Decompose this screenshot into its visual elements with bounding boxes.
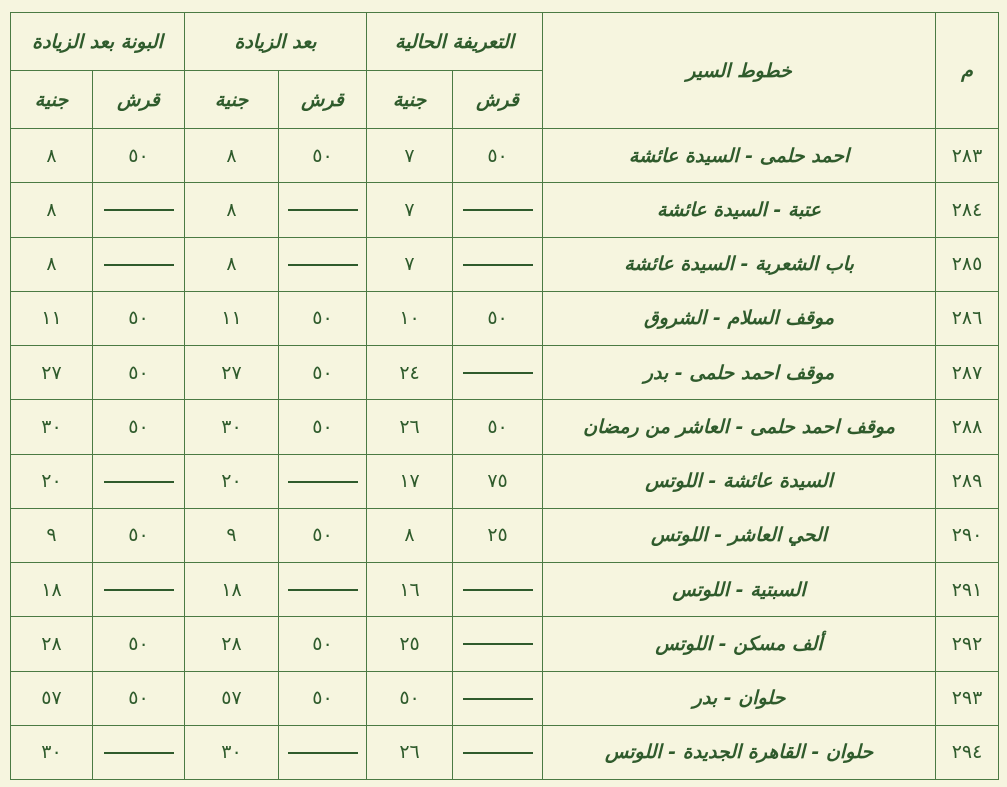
pass-qirsh <box>93 183 185 237</box>
row-route: السيدة عائشة - اللوتس <box>543 454 936 508</box>
table-row <box>11 454 999 508</box>
header-pass-after-increase: البونة بعد الزيادة <box>11 13 185 71</box>
row-route: باب الشعرية - السيدة عائشة <box>543 237 936 291</box>
after-pound: ٣٠ <box>185 400 279 454</box>
current-qirsh: ٧٥ <box>453 454 543 508</box>
row-index: ٢٨٣ <box>936 129 999 183</box>
table-row <box>11 291 999 345</box>
after-qirsh: ٥٠ <box>279 671 367 725</box>
row-index: ٢٩١ <box>936 563 999 617</box>
pass-pound: ٥٧ <box>11 671 93 725</box>
table-row <box>11 129 999 183</box>
pass-qirsh: ٥٠ <box>93 400 185 454</box>
row-index: ٢٨٥ <box>936 237 999 291</box>
after-pound: ٨ <box>185 183 279 237</box>
current-qirsh <box>453 563 543 617</box>
after-qirsh: ٥٠ <box>279 129 367 183</box>
header-current-pound: جنية <box>367 71 453 129</box>
table-row <box>11 183 999 237</box>
table-row <box>11 508 999 562</box>
current-qirsh <box>453 725 543 779</box>
pass-pound: ٢٧ <box>11 346 93 400</box>
after-qirsh <box>279 563 367 617</box>
row-route: عتبة - السيدة عائشة <box>543 183 936 237</box>
after-qirsh: ٥٠ <box>279 508 367 562</box>
empty-dash <box>104 589 174 591</box>
row-index: ٢٩٢ <box>936 617 999 671</box>
table-row <box>11 400 999 454</box>
header-current-fare: التعريفة الحالية <box>367 13 543 71</box>
pass-qirsh <box>93 563 185 617</box>
after-pound: ٨ <box>185 129 279 183</box>
fare-table <box>10 12 999 780</box>
row-route: السبتية - اللوتس <box>543 563 936 617</box>
current-pound: ٢٦ <box>367 725 453 779</box>
table-row <box>11 237 999 291</box>
current-pound: ٢٥ <box>367 617 453 671</box>
pass-pound: ١١ <box>11 291 93 345</box>
pass-pound: ٨ <box>11 183 93 237</box>
current-qirsh <box>453 671 543 725</box>
current-qirsh: ٥٠ <box>453 129 543 183</box>
row-index: ٢٩٣ <box>936 671 999 725</box>
row-route: حلوان - بدر <box>543 671 936 725</box>
current-pound: ٧ <box>367 129 453 183</box>
empty-dash <box>104 481 174 483</box>
current-qirsh <box>453 237 543 291</box>
empty-dash <box>463 372 533 374</box>
current-pound: ٢٦ <box>367 400 453 454</box>
after-pound: ٢٠ <box>185 454 279 508</box>
pass-qirsh: ٥٠ <box>93 346 185 400</box>
current-qirsh: ٥٠ <box>453 291 543 345</box>
after-qirsh: ٥٠ <box>279 291 367 345</box>
after-qirsh <box>279 237 367 291</box>
row-index: ٢٨٩ <box>936 454 999 508</box>
current-pound: ٥٠ <box>367 671 453 725</box>
pass-pound: ٣٠ <box>11 725 93 779</box>
empty-dash <box>463 698 533 700</box>
row-route: موقف السلام - الشروق <box>543 291 936 345</box>
after-qirsh: ٥٠ <box>279 400 367 454</box>
row-index: ٢٨٦ <box>936 291 999 345</box>
pass-pound: ١٨ <box>11 563 93 617</box>
row-index: ٢٨٨ <box>936 400 999 454</box>
row-route: حلوان - القاهرة الجديدة - اللوتس <box>543 725 936 779</box>
current-qirsh <box>453 346 543 400</box>
after-pound: ٨ <box>185 237 279 291</box>
row-index: ٢٩٤ <box>936 725 999 779</box>
after-qirsh <box>279 454 367 508</box>
after-pound: ٢٧ <box>185 346 279 400</box>
pass-qirsh: ٥٠ <box>93 617 185 671</box>
current-qirsh: ٢٥ <box>453 508 543 562</box>
current-pound: ٧ <box>367 183 453 237</box>
empty-dash <box>463 752 533 754</box>
table-row <box>11 563 999 617</box>
after-pound: ٩ <box>185 508 279 562</box>
current-pound: ٨ <box>367 508 453 562</box>
current-pound: ١٧ <box>367 454 453 508</box>
empty-dash <box>288 209 358 211</box>
after-pound: ٥٧ <box>185 671 279 725</box>
pass-qirsh: ٥٠ <box>93 291 185 345</box>
row-route: موقف احمد حلمى - بدر <box>543 346 936 400</box>
row-route: الحي العاشر - اللوتس <box>543 508 936 562</box>
row-route: احمد حلمى - السيدة عائشة <box>543 129 936 183</box>
current-qirsh <box>453 617 543 671</box>
current-pound: ١٦ <box>367 563 453 617</box>
pass-pound: ٢٠ <box>11 454 93 508</box>
table-row <box>11 617 999 671</box>
pass-qirsh: ٥٠ <box>93 129 185 183</box>
pass-pound: ٨ <box>11 129 93 183</box>
current-qirsh <box>453 183 543 237</box>
after-pound: ١١ <box>185 291 279 345</box>
header-index: م <box>936 13 999 129</box>
header-current-qirsh: قرش <box>453 71 543 129</box>
pass-qirsh: ٥٠ <box>93 508 185 562</box>
empty-dash <box>288 481 358 483</box>
header-after-increase: بعد الزيادة <box>185 13 367 71</box>
pass-pound: ٨ <box>11 237 93 291</box>
header-pass-qirsh: قرش <box>93 71 185 129</box>
after-qirsh <box>279 725 367 779</box>
header-after-pound: جنية <box>185 71 279 129</box>
empty-dash <box>288 752 358 754</box>
after-qirsh: ٥٠ <box>279 617 367 671</box>
table-body <box>11 129 999 780</box>
row-index: ٢٨٤ <box>936 183 999 237</box>
after-qirsh <box>279 183 367 237</box>
row-index: ٢٩٠ <box>936 508 999 562</box>
empty-dash <box>288 264 358 266</box>
pass-qirsh <box>93 725 185 779</box>
table-row <box>11 346 999 400</box>
row-route: ألف مسكن - اللوتس <box>543 617 936 671</box>
header-pass-pound: جنية <box>11 71 93 129</box>
after-qirsh: ٥٠ <box>279 346 367 400</box>
empty-dash <box>463 589 533 591</box>
current-pound: ٢٤ <box>367 346 453 400</box>
empty-dash <box>288 589 358 591</box>
after-pound: ١٨ <box>185 563 279 617</box>
pass-qirsh <box>93 237 185 291</box>
pass-pound: ٩ <box>11 508 93 562</box>
after-pound: ٣٠ <box>185 725 279 779</box>
empty-dash <box>104 264 174 266</box>
empty-dash <box>463 643 533 645</box>
empty-dash <box>463 264 533 266</box>
pass-pound: ٢٨ <box>11 617 93 671</box>
after-pound: ٢٨ <box>185 617 279 671</box>
empty-dash <box>463 209 533 211</box>
header-route: خطوط السير <box>543 13 936 129</box>
empty-dash <box>104 209 174 211</box>
current-pound: ٧ <box>367 237 453 291</box>
pass-qirsh: ٥٠ <box>93 671 185 725</box>
table-row <box>11 725 999 779</box>
header-after-qirsh: قرش <box>279 71 367 129</box>
current-pound: ١٠ <box>367 291 453 345</box>
pass-qirsh <box>93 454 185 508</box>
row-index: ٢٨٧ <box>936 346 999 400</box>
current-qirsh: ٥٠ <box>453 400 543 454</box>
empty-dash <box>104 752 174 754</box>
table-row <box>11 671 999 725</box>
pass-pound: ٣٠ <box>11 400 93 454</box>
row-route: موقف احمد حلمى - العاشر من رمضان <box>543 400 936 454</box>
